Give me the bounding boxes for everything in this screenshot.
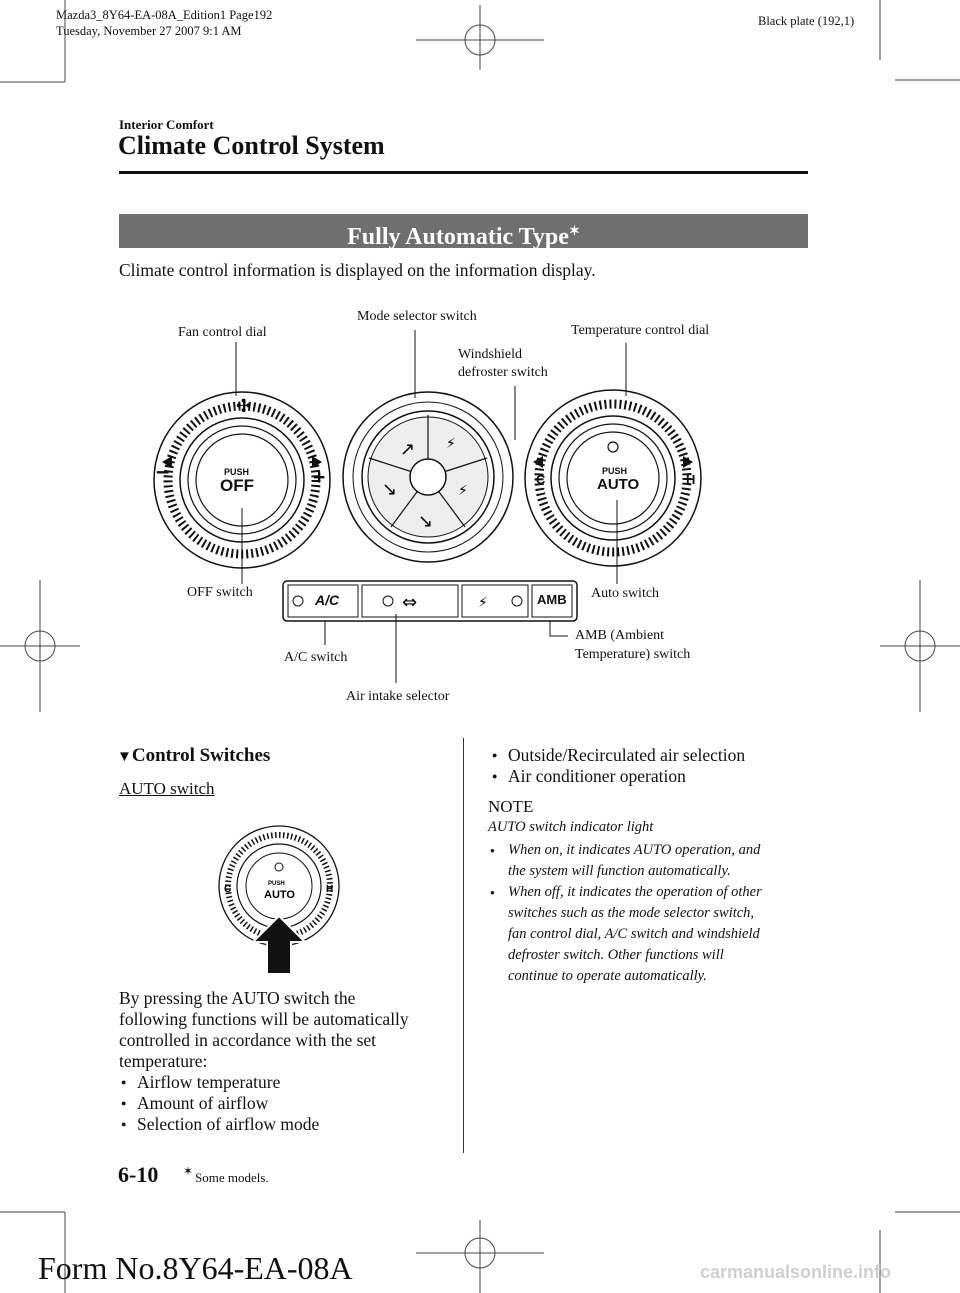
off-push-label: PUSH (224, 467, 250, 477)
control-switches-heading (117, 745, 270, 767)
auto-switch-subheading: AUTO switch (119, 779, 215, 798)
label-air-intake: Air intake selector (346, 689, 450, 704)
label-windshield-1: Windshield (458, 347, 522, 362)
footer-some-models: Some models. (195, 1170, 269, 1185)
note-line: ● When off, it indicates the operation of other (508, 884, 762, 900)
label-ac-switch: A/C switch (284, 650, 348, 665)
fan-icon: ✣ (236, 396, 252, 417)
label-temp-dial: Temperature control dial (571, 323, 710, 338)
note-line: fan control dial, A/C switch and windshield (508, 926, 760, 942)
right-column (490, 745, 745, 787)
note-list (488, 840, 818, 987)
rear-defrost-icon: ⚡ (478, 595, 488, 611)
paragraph-line: following functions will be automatically (119, 1009, 409, 1029)
list-item: ● Air conditioner operation (490, 766, 745, 787)
note-item (488, 882, 818, 987)
label-off-switch: OFF switch (187, 585, 253, 600)
svg-text:PUSH: PUSH (268, 881, 285, 887)
label-amb-1: AMB (Ambient (575, 628, 665, 643)
footer-star: ✶ (183, 1164, 194, 1178)
section-label: Interior Comfort (119, 117, 214, 132)
page-number: 6-10 (118, 1162, 159, 1187)
floor-vent-icon: ↘ (418, 511, 434, 532)
list-item: ● Selection of airflow mode (119, 1114, 409, 1135)
print-header-line2: Tuesday, November 27 2007 9:1 AM (56, 24, 242, 38)
off-button[interactable]: OFF (220, 476, 254, 495)
paragraph-line: controlled in accordance with the set (119, 1030, 377, 1050)
control-switches-title: Control Switches (131, 745, 271, 766)
label-amb-2: Temperature) switch (575, 647, 691, 662)
fan-minus-label: – (156, 458, 170, 485)
auto-button[interactable]: AUTO (597, 476, 640, 493)
svg-text:C: C (224, 884, 232, 895)
note-line: switches such as the mode selector switch, (508, 905, 755, 921)
auto-indicator-light (608, 442, 618, 452)
cold-label: C (536, 472, 546, 487)
list-item: ● Outside/Recirculated air selection (490, 745, 745, 766)
note-line: ● When on, it indicates AUTO operation, and (508, 842, 761, 858)
fan-plus-label: + (313, 466, 326, 489)
note-item (488, 840, 818, 882)
auto-push-label: PUSH (602, 466, 628, 476)
bilevel-icon: ↘ (382, 479, 398, 500)
paragraph-line: temperature: (119, 1051, 208, 1071)
column-divider (463, 738, 464, 1153)
label-windshield-2: defroster switch (458, 365, 548, 380)
banner-title: Fully Automatic Type (347, 224, 569, 250)
auto-switch-paragraph (119, 988, 409, 1135)
triangle-bullet-icon: ▼ (117, 749, 132, 765)
mode-selector-dial (343, 392, 513, 562)
svg-text:AUTO: AUTO (264, 889, 295, 901)
hot-label: H (686, 472, 696, 487)
auto-switch-illustration (215, 824, 345, 974)
print-header-line1: Mazda3_8Y64-EA-08A_Edition1 Page192 (56, 8, 273, 22)
watermark: carmanualsonline.info (700, 1262, 892, 1282)
note-line: the system will function automatically. (508, 863, 731, 879)
floor-defrost-icon: ⚡ (458, 483, 468, 499)
label-mode-selector: Mode selector switch (357, 309, 477, 324)
list-item: ● Airflow temperature (119, 1072, 409, 1093)
auto-functions-list-continued (490, 745, 745, 787)
auto-functions-list (119, 1072, 409, 1135)
note-body (488, 840, 818, 987)
paragraph-line: By pressing the AUTO switch the (119, 988, 356, 1008)
form-number: Form No.8Y64-EA-08A (38, 1250, 353, 1286)
note-line: defroster switch. Other functions will (508, 947, 724, 963)
svg-text:H: H (326, 884, 334, 895)
amb-button[interactable]: AMB (537, 592, 567, 607)
car-recirculate-icon: ⇔ (402, 592, 418, 613)
ac-button[interactable]: A/C (315, 592, 340, 608)
note-line: continue to operate automatically. (508, 968, 707, 984)
plate-label: Black plate (192,1) (758, 14, 855, 28)
label-auto-switch: Auto switch (591, 586, 660, 601)
defrost-icon: ⚡ (446, 436, 456, 452)
face-vent-icon: ↗ (400, 439, 416, 460)
list-item: ● Amount of airflow (119, 1093, 409, 1114)
banner-mark: ✶ (568, 223, 580, 238)
note-title: NOTE (488, 797, 534, 816)
chapter-title: Climate Control System (118, 131, 385, 160)
intro-text: Climate control information is displayed on the information display. (119, 260, 596, 280)
note-subtitle: AUTO switch indicator light (488, 819, 654, 835)
label-fan-dial: Fan control dial (178, 325, 267, 340)
